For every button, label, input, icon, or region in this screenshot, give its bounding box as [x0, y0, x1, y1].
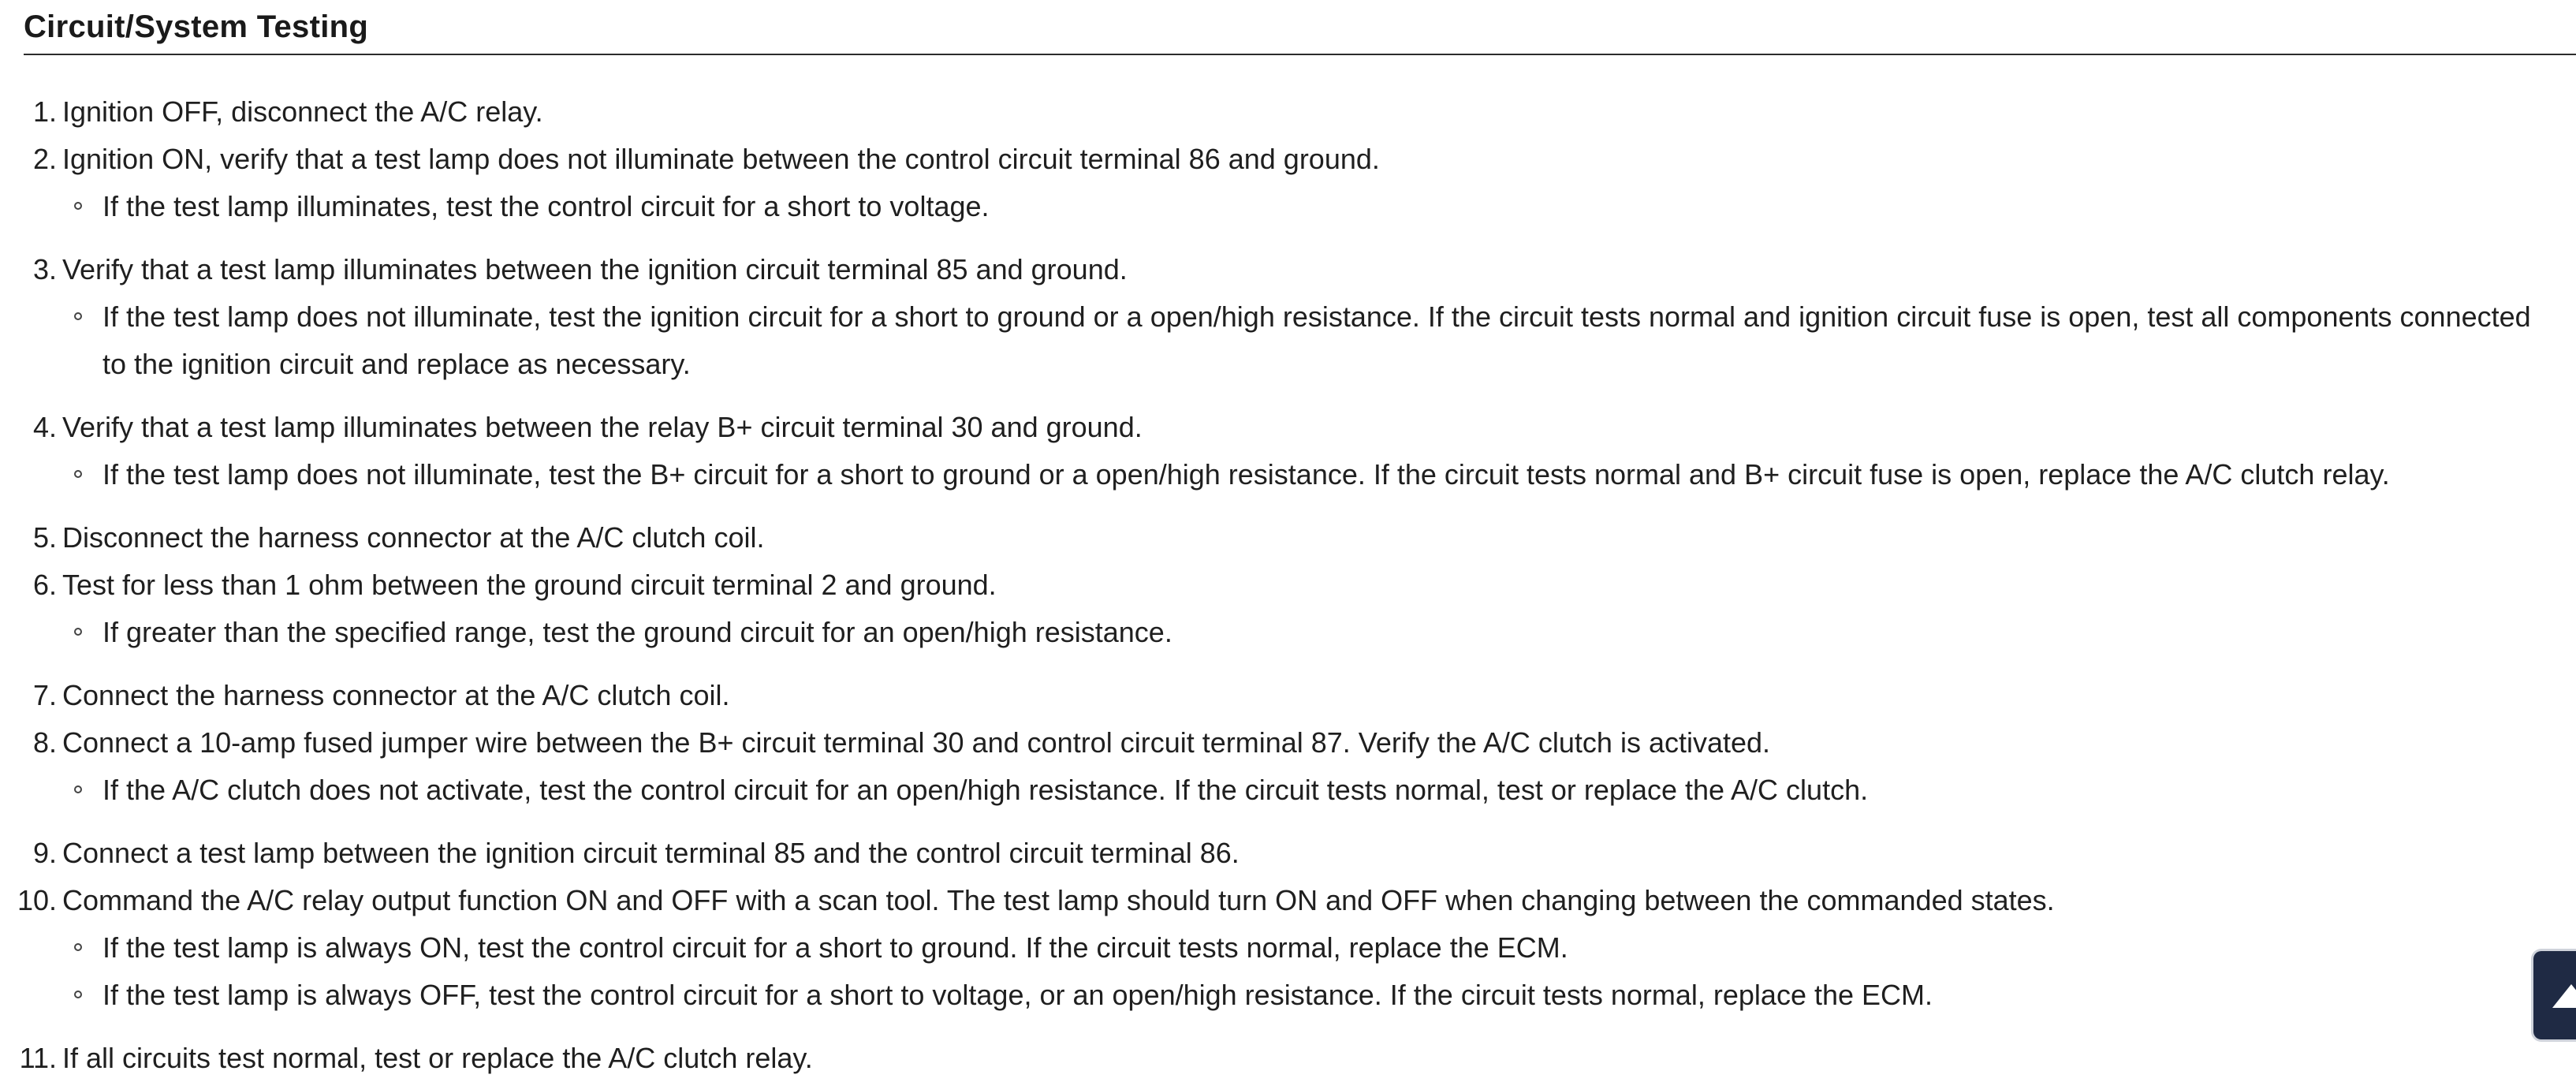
substep-text: If the test lamp is always ON, test the control circuit for a short to ground. If the circuit tests normal, replace the ECM.: [103, 931, 1568, 964]
step-number: 4.: [32, 411, 57, 443]
circle-bullet-icon: [74, 943, 82, 951]
step-number: 6.: [32, 569, 57, 601]
step-number: 1.: [32, 95, 57, 128]
circle-bullet-icon: [74, 202, 82, 210]
step-item: [0, 1035, 2576, 1082]
substep-text: If the test lamp illuminates, test the control circuit for a short to voltage.: [103, 190, 990, 222]
step-text: Ignition OFF, disconnect the A/C relay.: [62, 95, 543, 128]
step-item: [0, 877, 2576, 1019]
step-text: Verify that a test lamp illuminates between the relay B+ circuit terminal 30 and ground.: [62, 411, 1143, 443]
step-text: If all circuits test normal, test or replace the A/C clutch relay.: [62, 1042, 813, 1074]
back-to-top-button[interactable]: [2533, 951, 2576, 1039]
substep-list: [0, 924, 2576, 1019]
step-item: [0, 88, 2576, 136]
step-number: 8.: [32, 726, 57, 759]
circle-bullet-icon: [74, 628, 82, 636]
step-number: 2.: [32, 143, 57, 175]
substep-list: [0, 183, 2576, 230]
step-number: 9.: [32, 837, 57, 869]
test-steps-list: [0, 88, 2576, 1082]
circle-bullet-icon: [74, 312, 82, 320]
step-text: Connect a 10-amp fused jumper wire between the B+ circuit terminal 30 and control circuit terminal 87. Verify the A/C clutch is activated.: [62, 726, 1771, 759]
step-item: [0, 830, 2576, 877]
step-text: Command the A/C relay output function ON and OFF with a scan tool. The test lamp should turn ON and OFF when changing between the commanded states.: [62, 884, 2055, 916]
substep-item: [103, 924, 2576, 972]
step-text: Connect the harness connector at the A/C clutch coil.: [62, 679, 730, 711]
substep-text: If the test lamp does not illuminate, test the ignition circuit for a short to ground or a open/high resistance. If the circuit tests normal and ignition circuit fuse is open, test all components connected to the ignition circuit and replace as necessary.: [103, 300, 2531, 380]
chevron-up-icon: [2548, 979, 2576, 1011]
substep-list: [0, 293, 2576, 388]
step-text: Disconnect the harness connector at the A/C clutch coil.: [62, 521, 765, 554]
substep-item: [103, 293, 2576, 388]
substep-item: [103, 609, 2576, 656]
substep-text: If the A/C clutch does not activate, test the control circuit for an open/high resistance. If the circuit tests normal, test or replace the A/C clutch.: [103, 774, 1869, 806]
step-item: [0, 672, 2576, 719]
step-text: Test for less than 1 ohm between the ground circuit terminal 2 and ground.: [62, 569, 997, 601]
step-number: 5.: [32, 521, 57, 554]
step-number: 10.: [17, 884, 57, 916]
step-item: [0, 404, 2576, 498]
step-item: [0, 562, 2576, 656]
substep-list: [0, 451, 2576, 498]
section-title: Circuit/System Testing: [24, 9, 369, 44]
substep-list: [0, 767, 2576, 814]
substep-text: If greater than the specified range, test the ground circuit for an open/high resistance.: [103, 616, 1172, 648]
substep-text: If the test lamp is always OFF, test the control circuit for a short to voltage, or an open/high resistance. If the circuit tests normal, replace the ECM.: [103, 979, 1933, 1011]
step-number: 3.: [32, 253, 57, 285]
substep-item: [103, 183, 2576, 230]
title-divider: [24, 54, 2576, 55]
step-text: Verify that a test lamp illuminates between the ignition circuit terminal 85 and ground.: [62, 253, 1128, 285]
step-item: [0, 246, 2576, 388]
step-number: 7.: [32, 679, 57, 711]
substep-item: [103, 451, 2576, 498]
substep-item: [103, 972, 2576, 1019]
circle-bullet-icon: [74, 785, 82, 793]
step-item: [0, 719, 2576, 814]
substep-list: [0, 609, 2576, 656]
step-item: [0, 136, 2576, 230]
circle-bullet-icon: [74, 991, 82, 998]
substep-text: If the test lamp does not illuminate, test the B+ circuit for a short to ground or a open/high resistance. If the circuit tests normal and B+ circuit fuse is open, replace the A/C clutch relay.: [103, 458, 2390, 491]
step-number: 11.: [19, 1042, 57, 1074]
step-text: Connect a test lamp between the ignition circuit terminal 85 and the control circuit terminal 86.: [62, 837, 1240, 869]
step-text: Ignition ON, verify that a test lamp does not illuminate between the control circuit terminal 86 and ground.: [62, 143, 1380, 175]
step-item: [0, 514, 2576, 562]
circle-bullet-icon: [74, 470, 82, 478]
substep-item: [103, 767, 2576, 814]
